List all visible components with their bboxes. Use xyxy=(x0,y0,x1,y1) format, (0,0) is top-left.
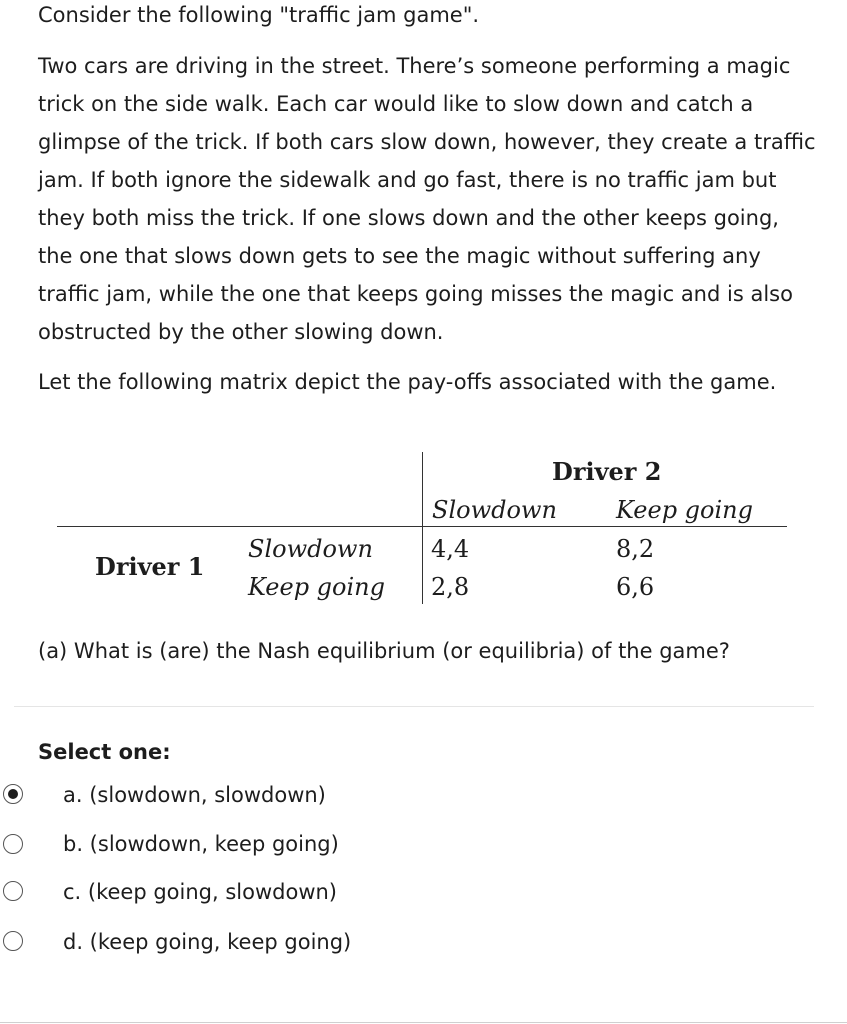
col-player-label: Driver 2 xyxy=(552,457,662,486)
matrix-column-rule xyxy=(422,452,423,604)
payoff-cell: 2,8 xyxy=(431,573,470,601)
option-a-radio[interactable] xyxy=(3,784,23,804)
row-strategy-keep-going: Keep going xyxy=(248,573,385,601)
row-player-label: Driver 1 xyxy=(95,552,205,581)
row-strategy-slowdown: Slowdown xyxy=(248,535,373,563)
col-strategy-keep-going: Keep going xyxy=(616,496,753,524)
option-b-label[interactable]: b. (slowdown, keep going) xyxy=(63,832,339,856)
option-c-label[interactable]: c. (keep going, slowdown) xyxy=(63,880,338,904)
divider xyxy=(14,706,814,707)
select-label: Select one: xyxy=(38,740,171,764)
option-c-radio[interactable] xyxy=(3,881,23,901)
matrix-intro: Let the following matrix depict the pay-offs associated with the game. xyxy=(38,370,777,394)
col-strategy-slowdown: Slowdown xyxy=(432,496,557,524)
question-prompt: (a) What is (are) the Nash equilibrium (or equilibria) of the game? xyxy=(38,639,730,663)
option-a-label[interactable]: a. (slowdown, slowdown) xyxy=(63,783,326,807)
question-scenario: Two cars are driving in the street. There’s someone performing a magic trick on the side walk. Each car would like to slow down and catch a glimpse of the trick. If both cars slow down, however, they create a traffic jam. If both ignore the sidewalk and go fast, there is no traffic jam but they both miss the trick. If one slows down and the other keeps going, the one that slows down gets to see the magic without suffering any traffic jam, while the one that keeps going misses the magic and is also obstructed by the other slowing down. xyxy=(38,54,816,344)
option-d-radio[interactable] xyxy=(3,931,23,951)
payoff-cell: 8,2 xyxy=(616,535,655,563)
payoff-cell: 4,4 xyxy=(431,535,470,563)
option-b-radio[interactable] xyxy=(3,834,23,854)
payoff-cell: 6,6 xyxy=(616,573,655,601)
page-bottom-rule xyxy=(0,1022,847,1023)
option-d-label[interactable]: d. (keep going, keep going) xyxy=(63,930,352,954)
question-intro: Consider the following "traffic jam game". xyxy=(38,3,480,27)
